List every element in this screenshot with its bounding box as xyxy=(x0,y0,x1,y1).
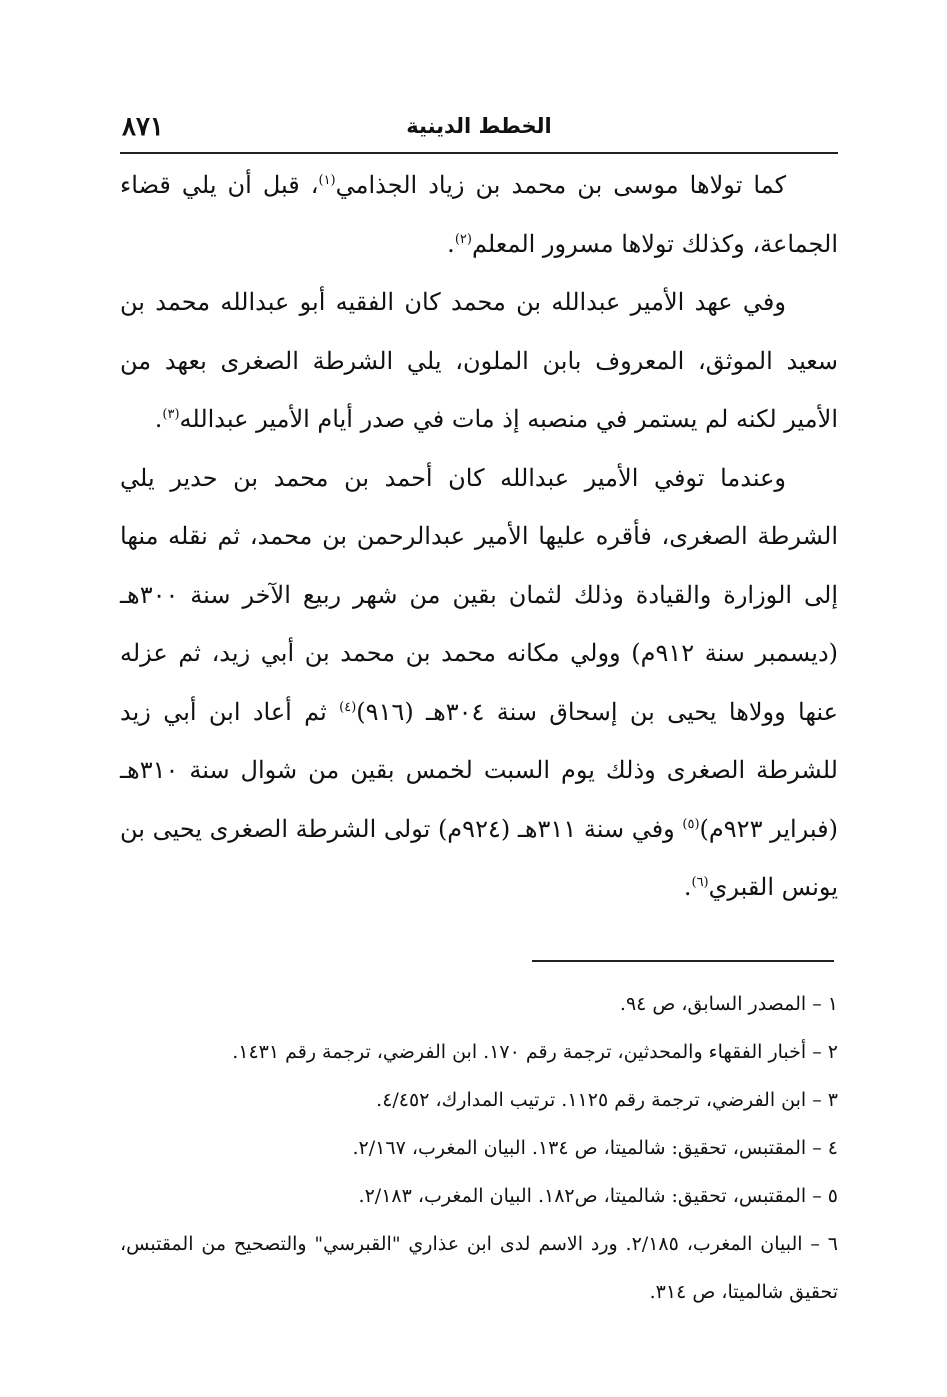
paragraph-3-text-b: ثم أعاد ابن أبي زيد للشرطة الصغرى وذلك يوم السبت لخمس بقين من شوال سنة ٣١٠هـ (فبراير ٩٢٣م) xyxy=(120,697,838,843)
header-rule xyxy=(120,152,838,154)
footnote-ref-1: (١) xyxy=(318,173,336,188)
footnote-5: ٥ – المقتبس، تحقيق: شالميتا، ص١٨٢. البيان المغرب، ٢/١٨٣. xyxy=(358,1185,838,1207)
paragraph-1 xyxy=(120,156,838,273)
footnote-ref-5: (٥) xyxy=(682,816,700,832)
footnotes xyxy=(120,980,838,1316)
paragraph-3-text-c: وفي سنة ٣١١هـ (٩٢٤م) تولى الشرطة الصغرى يحيى بن يونس القبري xyxy=(120,814,838,901)
paragraph-1-text-b: ، قبل أن يلي قضاء الجماعة، وكذلك تولاها مسرور المعلم xyxy=(120,171,838,258)
paragraph-1-text-a: كما تولاها موسى بن محمد بن زياد الجذامي xyxy=(335,171,786,199)
footnote-ref-3: (٣) xyxy=(162,407,180,422)
footnote-4: ٤ – المقتبس، تحقيق: شالميتا، ص ١٣٤. البيان المغرب، ٢/١٦٧. xyxy=(352,1137,838,1159)
paragraph-3-text-a: وعندما توفي الأمير عبدالله كان أحمد بن محمد بن حدير يلي الشرطة الصغرى، فأقره عليها الأمير عبدالرحمن بن محمد، ثم نقله منها إلى الوزارة والقيادة وذلك لثمان بقين من شهر ربيع الآخر سنة ٣٠٠هـ (ديسمبر سنة ٩١٢م) وولي مكانه محمد بن محمد بن أبي زيد، ثم عزله عنها وولاها يحيى بن إسحاق سنة ٣٠٤هـ (٩١٦) xyxy=(120,463,838,726)
paragraph-1-text-c: . xyxy=(447,229,455,258)
page-header xyxy=(120,108,838,152)
paragraph-3-text-d: . xyxy=(683,873,692,901)
footnote-3: ٣ – ابن الفرضي، ترجمة رقم ١١٢٥. ترتيب المدارك، ٤/٤٥٢. xyxy=(376,1089,838,1111)
footnote-ref-6: (٦) xyxy=(691,875,709,890)
main-text xyxy=(120,156,838,917)
footnote-1: ١ – المصدر السابق، ص ٩٤. xyxy=(619,993,838,1015)
footnote-2: ٢ – أخبار الفقهاء والمحدثين، ترجمة رقم ١٧٠. ابن الفرضي، ترجمة رقم ١٤٣١. xyxy=(232,1041,838,1063)
footnote-ref-4: (٤) xyxy=(339,699,357,715)
paragraph-2-text-b: . xyxy=(154,405,163,433)
paragraph-2-text-a: وفي عهد الأمير عبدالله بن محمد كان الفقيه أبو عبدالله محمد بن سعيد الموثق، المعروف بابن الملون، يلي الشرطة الصغرى بعهد من الأمير لكنه لم يستمر في منصبه إذ مات في صدر أيام الأمير عبدالله xyxy=(120,288,838,433)
page-number: ٨٧١ xyxy=(122,112,164,142)
paragraph-3 xyxy=(120,449,838,917)
footnote-separator xyxy=(532,960,834,962)
footnote-6: ٦ – البيان المغرب، ٢/١٨٥. ورد الاسم لدى ابن عذاري "القبرسي" والتصحيح من المقتبس، تحقيق شالميتا، ص ٣١٤. xyxy=(120,1233,839,1303)
running-title: الخطط الدينية xyxy=(406,114,552,138)
paragraph-2 xyxy=(120,273,838,449)
footnote-ref-2: (٢) xyxy=(454,231,472,247)
